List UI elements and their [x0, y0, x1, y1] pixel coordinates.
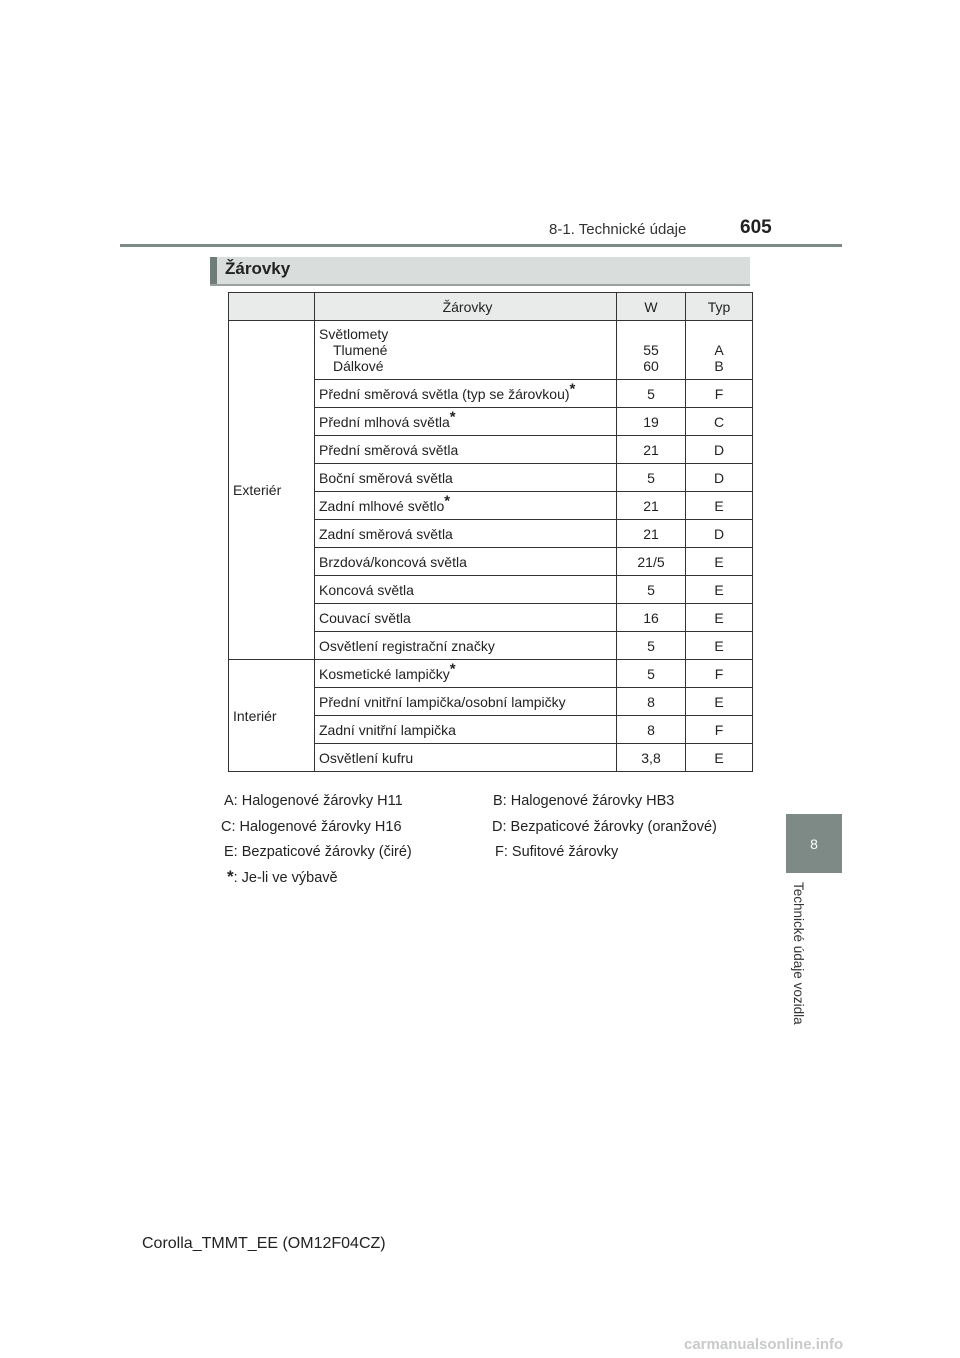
bulb-wattage: 21/5 [617, 548, 686, 576]
interior-group [229, 660, 753, 772]
exterior-label: Exteriér [229, 321, 315, 660]
bulb-wattage: 21 [617, 492, 686, 520]
bulb-name-cell [315, 604, 617, 632]
legend-footnote [227, 867, 338, 887]
headlights-high: Dálkové [333, 358, 384, 374]
header-rule [120, 244, 842, 247]
bulb-name: Osvětlení registrační značky [319, 637, 495, 654]
header-cell-typ: Typ [686, 293, 753, 321]
bulb-name-cell [315, 660, 617, 688]
footer-doc-id: Corolla_TMMT_EE (OM12F04CZ) [142, 1235, 386, 1252]
bulb-name: Brzdová/koncová světla [319, 553, 467, 570]
header-cell-bulbs: Žárovky [315, 293, 617, 321]
footnote-text: : Je-li ve výbavě [233, 870, 338, 886]
bulb-wattage: 21 [617, 436, 686, 464]
bulb-name-cell [315, 492, 617, 520]
bulb-type: F [686, 380, 753, 408]
bulb-name: Osvětlení kufru [319, 749, 414, 766]
table-header-row [229, 293, 753, 321]
headlights-typ-low: A [714, 342, 724, 358]
bulb-type: D [686, 520, 753, 548]
bulb-name: Přední mlhová světla [319, 413, 450, 430]
table-row [229, 660, 753, 688]
section-marker [210, 257, 217, 284]
bulb-wattage: 5 [617, 632, 686, 660]
bulb-type: D [686, 436, 753, 464]
optional-star: * [449, 659, 456, 677]
legend-f: F: Sufitové žárovky [495, 844, 619, 860]
header-cell-group [229, 293, 315, 321]
bulb-type: E [686, 576, 753, 604]
bulb-type: E [686, 744, 753, 772]
legend-b: B: Halogenové žárovky HB3 [493, 793, 675, 809]
bulb-name: Přední směrová světla [319, 441, 459, 458]
bulb-name-cell [315, 632, 617, 660]
interior-label: Interiér [229, 660, 315, 772]
bulb-name: Koncová světla [319, 581, 414, 598]
bulb-name: Boční směrová světla [319, 469, 453, 486]
headlights-w [617, 321, 686, 380]
bulb-name: Zadní vnitřní lampička [319, 721, 456, 738]
bulb-wattage: 19 [617, 408, 686, 436]
bulb-name: Zadní mlhové světlo [319, 497, 445, 514]
bulb-name-cell [315, 380, 617, 408]
optional-star: * [449, 407, 456, 425]
headlights-w-high: 60 [643, 358, 659, 374]
optional-star: * [444, 491, 451, 509]
footnote-star: * [227, 867, 234, 886]
header-cell-w: W [617, 293, 686, 321]
bulb-name-cell [315, 576, 617, 604]
headlights-cell [315, 321, 617, 380]
bulb-name-cell [315, 520, 617, 548]
headlights-low: Tlumené [333, 342, 388, 358]
bulb-name: Couvací světla [319, 609, 411, 626]
bulb-type: F [686, 660, 753, 688]
bulb-wattage: 3,8 [617, 744, 686, 772]
headlights-title: Světlomety [319, 326, 389, 342]
bulb-type: E [686, 604, 753, 632]
bulb-name-cell [315, 744, 617, 772]
legend-a: A: Halogenové žárovky H11 [224, 793, 403, 809]
headlights-typ-high: B [714, 358, 724, 374]
exterior-group [229, 321, 753, 660]
table-row-headlights [229, 321, 753, 380]
headlights-typ [686, 321, 753, 380]
watermark: carmanualsonline.info [684, 1336, 844, 1353]
legend-c: C: Halogenové žárovky H16 [221, 819, 402, 835]
header-section-title: 8-1. Technické údaje [549, 221, 687, 238]
bulb-wattage: 5 [617, 380, 686, 408]
page-number: 605 [740, 217, 772, 238]
chapter-tab [786, 814, 842, 873]
bulb-wattage: 8 [617, 688, 686, 716]
bulb-wattage: 21 [617, 520, 686, 548]
optional-star: * [569, 379, 576, 397]
bulb-wattage: 5 [617, 660, 686, 688]
bulb-name-cell [315, 548, 617, 576]
bulb-name: Kosmetické lampičky [319, 665, 450, 682]
bulb-wattage: 5 [617, 576, 686, 604]
bulb-name: Přední vnitřní lampička/osobní lampičky [319, 693, 566, 710]
bulb-name-cell [315, 408, 617, 436]
bulb-name-cell [315, 436, 617, 464]
bulb-name-cell [315, 716, 617, 744]
bulb-type: E [686, 688, 753, 716]
section-heading-bar [210, 257, 750, 286]
section-title: Žárovky [225, 259, 291, 278]
bulb-name: Zadní směrová světla [319, 525, 453, 542]
bulb-name-cell [315, 688, 617, 716]
bulb-table [228, 292, 753, 772]
chapter-number: 8 [810, 836, 818, 852]
bulb-type: D [686, 464, 753, 492]
bulb-wattage: 5 [617, 464, 686, 492]
bulb-name-cell [315, 464, 617, 492]
headlights-w-low: 55 [643, 342, 659, 358]
bulb-wattage: 8 [617, 716, 686, 744]
legend-e: E: Bezpaticové žárovky (čiré) [224, 844, 412, 860]
bulb-wattage: 16 [617, 604, 686, 632]
bulb-type: E [686, 492, 753, 520]
bulb-name: Přední směrová světla (typ se žárovkou) [319, 385, 570, 402]
bulb-type: C [686, 408, 753, 436]
bulb-type: E [686, 632, 753, 660]
legend-d: D: Bezpaticové žárovky (oranžové) [492, 819, 717, 835]
bulb-type: F [686, 716, 753, 744]
chapter-label: Technické údaje vozidla [791, 882, 806, 1025]
bulb-type: E [686, 548, 753, 576]
